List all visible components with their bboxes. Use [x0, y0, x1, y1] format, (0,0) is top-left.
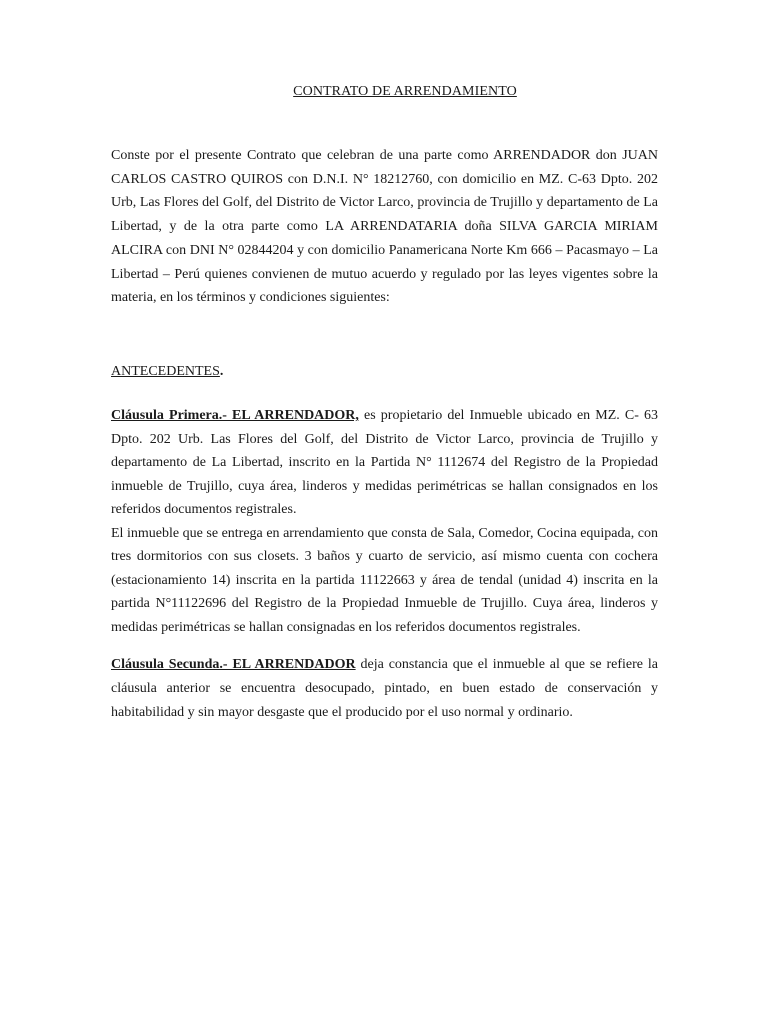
section-heading-dot: .: [219, 364, 224, 379]
clause-primera-paragraph: [111, 404, 658, 522]
clause-primera-paragraph-2: El inmueble que se entrega en arrendamiento que consta de Sala, Comedor, Cocina equipada, con tres dormitorios con sus closets. 3 baños y cuarto de servicio, así mismo cuenta con cochera (estacionamiento 14) inscrita en la partida 11122663 y área de tendal (unidad 4) inscrita en la partida N°11122696 del Registro de la Propiedad Inmueble de Trujillo. Cuya área, linderos y medidas perimétricas se hallan consignadas en los referidos documentos registrales.: [111, 525, 658, 635]
clause-primera: [111, 404, 658, 639]
section-heading-label: ANTECEDENTES: [111, 364, 220, 379]
clause-secunda-paragraph: [111, 653, 658, 725]
clause-primera-title: Cláusula Primera.- EL ARRENDADOR,: [111, 408, 359, 423]
intro-paragraph: Conste por el presente Contrato que celebran de una parte como ARRENDADOR don JUAN CARLOS CASTRO QUIROS con D.N.I. N° 18212760, con domicilio en MZ. C-63 Dpto. 202 Urb, Las Flores del Golf, del Distrito de Victor Larco, provincia de Trujillo y departamento de La Libertad, y de la otra parte como LA ARRENDATARIA doña SILVA GARCIA MIRIAM ALCIRA con DNI N° 02844204 y con domicilio Panamericana Norte Km 666 – Pacasmayo – La Libertad – Perú quienes convienen de mutuo acuerdo y regulado por las leyes vigentes sobre la materia, en los términos y condiciones siguientes:: [111, 148, 658, 306]
document-title: CONTRATO DE ARRENDAMIENTO: [293, 84, 517, 99]
clause-primera-text: es propietario del Inmueble ubicado en MZ. C- 63 Dpto. 202 Urb. Las Flores del Golf, del Distrito de Victor Larco, provincia de Trujillo y departamento de La Libertad, inscrito en la Partida N° 1112674 del Registro de la Propiedad inmueble de Trujillo, cuya área, linderos y medidas perimétricas se hallan consignados en los referidos documentos registrales.: [111, 408, 659, 517]
section-heading: [111, 364, 223, 380]
clause-secunda: [111, 653, 658, 725]
clause-secunda-title: Cláusula Secunda.- EL ARRENDADOR: [111, 657, 356, 672]
clause-secunda-text: deja constancia que el inmueble al que se refiere la cláusula anterior se encuentra desocupado, pintado, en buen estado de conservación y habitabilidad y sin mayor desgaste que el producido por el uso normal y ordinario.: [111, 657, 658, 720]
